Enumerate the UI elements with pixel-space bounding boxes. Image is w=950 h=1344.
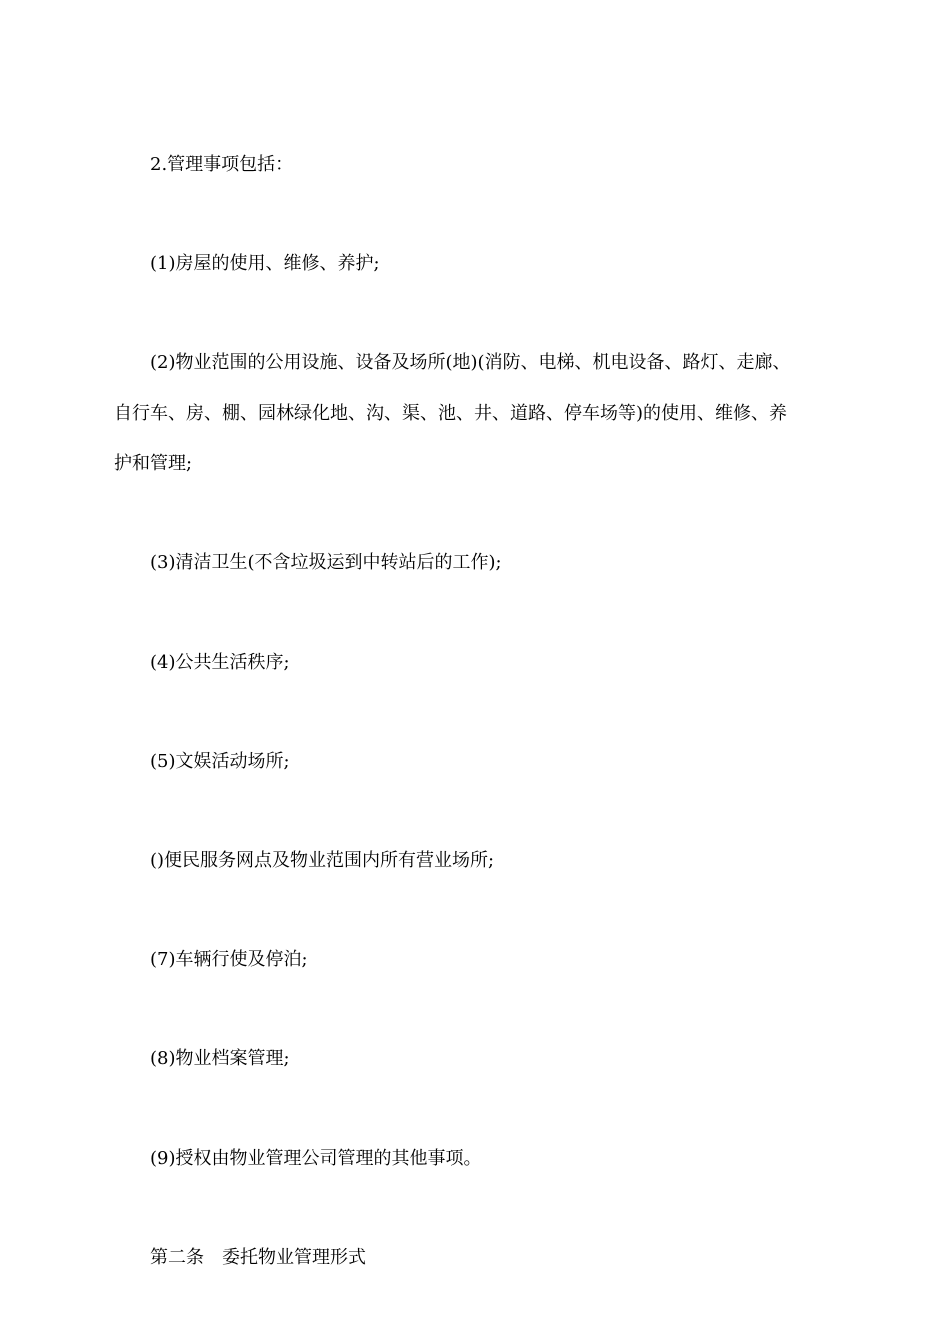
- article-2-heading: 第二条 委托物业管理形式: [150, 1247, 366, 1268]
- item-1: (1)房屋的使用、维修、养护;: [150, 253, 380, 274]
- item-2-line-1: (2)物业范围的公用设施、设备及场所(地)(消防、电梯、机电设备、路灯、走廊、: [150, 352, 791, 373]
- item-4: (4)公共生活秩序;: [150, 652, 290, 673]
- item-6: ()便民服务网点及物业范围内所有营业场所;: [150, 850, 495, 871]
- item-3: (3)清洁卫生(不含垃圾运到中转站后的工作);: [150, 552, 502, 573]
- item-7: (7)车辆行使及停泊;: [150, 949, 308, 970]
- item-9: (9)授权由物业管理公司管理的其他事项。: [150, 1148, 482, 1169]
- item-5: (5)文娱活动场所;: [150, 751, 290, 772]
- section-intro: 2.管理事项包括：: [150, 154, 294, 175]
- item-2-line-3: 护和管理;: [114, 453, 193, 474]
- item-8: (8)物业档案管理;: [150, 1048, 290, 1069]
- item-2-line-2: 自行车、房、棚、园林绿化地、沟、渠、池、井、道路、停车场等)的使用、维修、养: [114, 403, 788, 424]
